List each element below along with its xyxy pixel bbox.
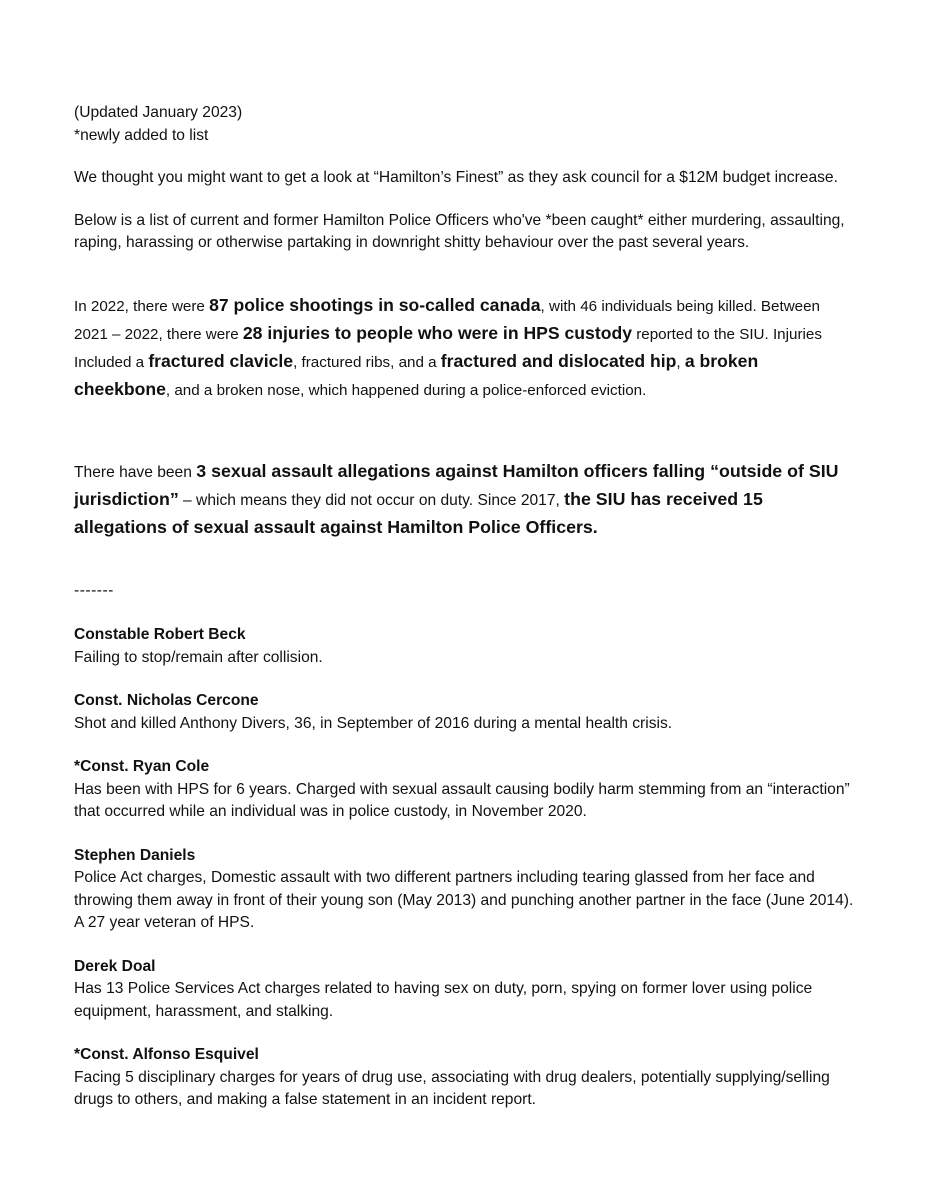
sa-text-1: There have been bbox=[74, 464, 197, 482]
officer-entry bbox=[74, 845, 854, 935]
stats-text-3: reported to the SIU. Injuries Included a bbox=[74, 325, 822, 371]
stats-text-5: , bbox=[676, 353, 685, 371]
stats-highlight-clavicle: fractured clavicle bbox=[148, 350, 294, 371]
stats-highlight-cheekbone: a broken cheekbone bbox=[74, 350, 759, 399]
stats-highlight-shootings: 87 police shootings in so-called canada bbox=[209, 294, 541, 315]
officer-description: Failing to stop/remain after collision. bbox=[74, 648, 323, 666]
officer-name: *Const. Alfonso Esquivel bbox=[74, 1046, 259, 1064]
officer-name: *Const. Ryan Cole bbox=[74, 758, 210, 776]
officer-entry bbox=[74, 956, 854, 1024]
stats-text-6: , and a broken nose, which happened during a police-enforced eviction. bbox=[165, 381, 647, 399]
officer-description: Has been with HPS for 6 years. Charged with sexual assault causing bodily harm stemming from an “interaction” that occurred while an individual was in police custody, in November 2020. bbox=[74, 780, 850, 821]
newly-added-legend: *newly added to list bbox=[74, 126, 209, 144]
officer-entry bbox=[74, 1044, 854, 1112]
officer-description: Shot and killed Anthony Divers, 36, in September of 2016 during a mental health crisis. bbox=[74, 714, 673, 732]
stats-paragraph bbox=[74, 292, 854, 404]
intro-paragraph-list: Below is a list of current and former Hamilton Police Officers who've *been caught* either murdering, assaulting, raping, harassing or otherwise partaking in downright shitty behaviour over the past several years. bbox=[74, 211, 845, 251]
officer-name: Constable Robert Beck bbox=[74, 626, 246, 644]
officer-entry bbox=[74, 756, 854, 824]
officer-name: Derek Doal bbox=[74, 957, 156, 975]
officer-description: Facing 5 disciplinary charges for years of drug use, associating with drug dealers, potentially supplying/selling drugs to others, and making a false statement in an incident report. bbox=[74, 1068, 830, 1109]
sexual-assault-paragraph bbox=[74, 458, 854, 542]
officer-entry bbox=[74, 690, 854, 735]
separator: ------- bbox=[74, 582, 114, 600]
sa-highlight-siu: the SIU has received 15 allegations of sexual assault against Hamilton Police Officers. bbox=[74, 489, 763, 538]
document-page bbox=[74, 102, 854, 1133]
stats-text-2: , with 46 individuals being killed. Between 2021 – 2022, there were bbox=[74, 297, 820, 343]
sa-text-2: – which means they did not occur on duty. Since 2017, bbox=[178, 492, 565, 510]
stats-highlight-injuries: 28 injuries to people who were in HPS custody bbox=[242, 322, 632, 343]
officer-description: Has 13 Police Services Act charges related to having sex on duty, porn, spying on former lover using police equipment, harassment, and stalking. bbox=[74, 980, 813, 1020]
officer-name: Const. Nicholas Cercone bbox=[74, 692, 259, 710]
updated-note: (Updated January 2023) bbox=[74, 104, 243, 121]
stats-text-4: , fractured ribs, and a bbox=[293, 353, 441, 371]
sa-highlight-allegations: 3 sexual assault allegations against Hamilton officers falling “outside of SIU jurisdiction” bbox=[74, 461, 839, 510]
officer-entry bbox=[74, 624, 854, 669]
stats-text-1: In 2022, there were bbox=[74, 297, 210, 315]
officer-description: Police Act charges, Domestic assault with two different partners including tearing glassed from her face and throwing them away in front of their young son (May 2013) and punching another partner in the face (June 2014). A 27 year veteran of HPS. bbox=[74, 869, 854, 932]
stats-highlight-hip: fractured and dislocated hip bbox=[440, 350, 677, 371]
officer-name: Stephen Daniels bbox=[74, 846, 196, 864]
intro-paragraph-budget: We thought you might want to get a look at “Hamilton’s Finest” as they ask council for a $12M budget increase. bbox=[74, 169, 838, 186]
